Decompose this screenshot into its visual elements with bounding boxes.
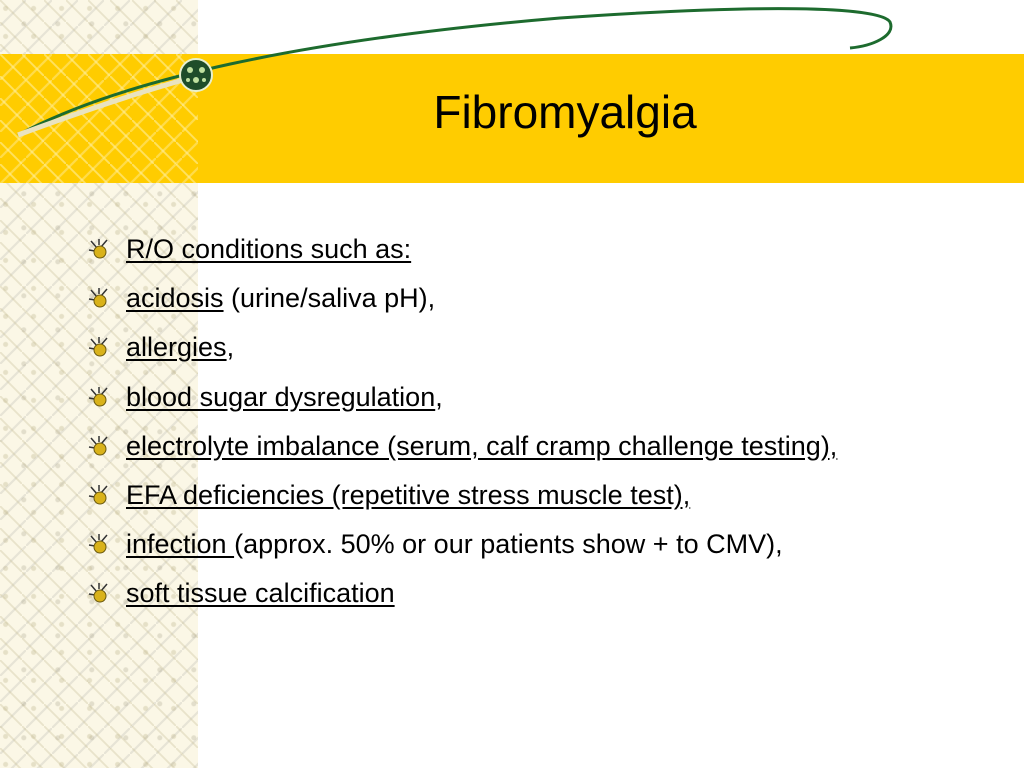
list-item <box>88 328 988 377</box>
spiky-bullet-icon <box>88 435 110 457</box>
list-item-text: , <box>226 332 235 363</box>
globe-icon <box>180 59 212 91</box>
list-item-text: (approx. 50% or our patients show + to CMV), <box>234 529 783 560</box>
list-item-text: , <box>435 381 443 412</box>
list-item <box>88 525 988 574</box>
spiky-bullet-icon <box>88 484 110 506</box>
list-item-link[interactable]: R/O conditions such as: <box>126 234 412 264</box>
spiky-bullet-icon <box>88 533 110 555</box>
list-item-link[interactable]: allergies <box>126 332 227 363</box>
list-item <box>88 574 988 623</box>
list-item <box>88 476 988 525</box>
spiky-bullet-icon <box>88 336 110 358</box>
list-item <box>88 378 988 427</box>
slide-title: Fibromyalgia <box>433 86 697 138</box>
spiky-bullet-icon <box>88 287 110 309</box>
list-item-link[interactable]: EFA deficiencies (repetitive stress muscle test), <box>126 479 691 510</box>
list-item-link[interactable]: electrolyte imbalance (serum, calf cramp challenge testing), <box>126 430 838 461</box>
list-item-link[interactable]: soft tissue calcification <box>126 578 395 609</box>
spiky-bullet-icon <box>88 386 110 408</box>
swoosh-tail <box>18 78 190 135</box>
spiky-bullet-icon <box>88 582 110 604</box>
list-item-link[interactable]: acidosis <box>126 283 224 314</box>
list-item <box>88 230 988 279</box>
bullet-list <box>88 230 988 624</box>
list-item <box>88 279 988 328</box>
list-item-text: (urine/saliva pH), <box>223 283 436 314</box>
list-item <box>88 427 988 476</box>
spiky-bullet-icon <box>88 238 110 260</box>
list-item-link[interactable]: infection <box>126 529 235 560</box>
list-item-link[interactable]: blood sugar dysregulation <box>126 381 436 412</box>
